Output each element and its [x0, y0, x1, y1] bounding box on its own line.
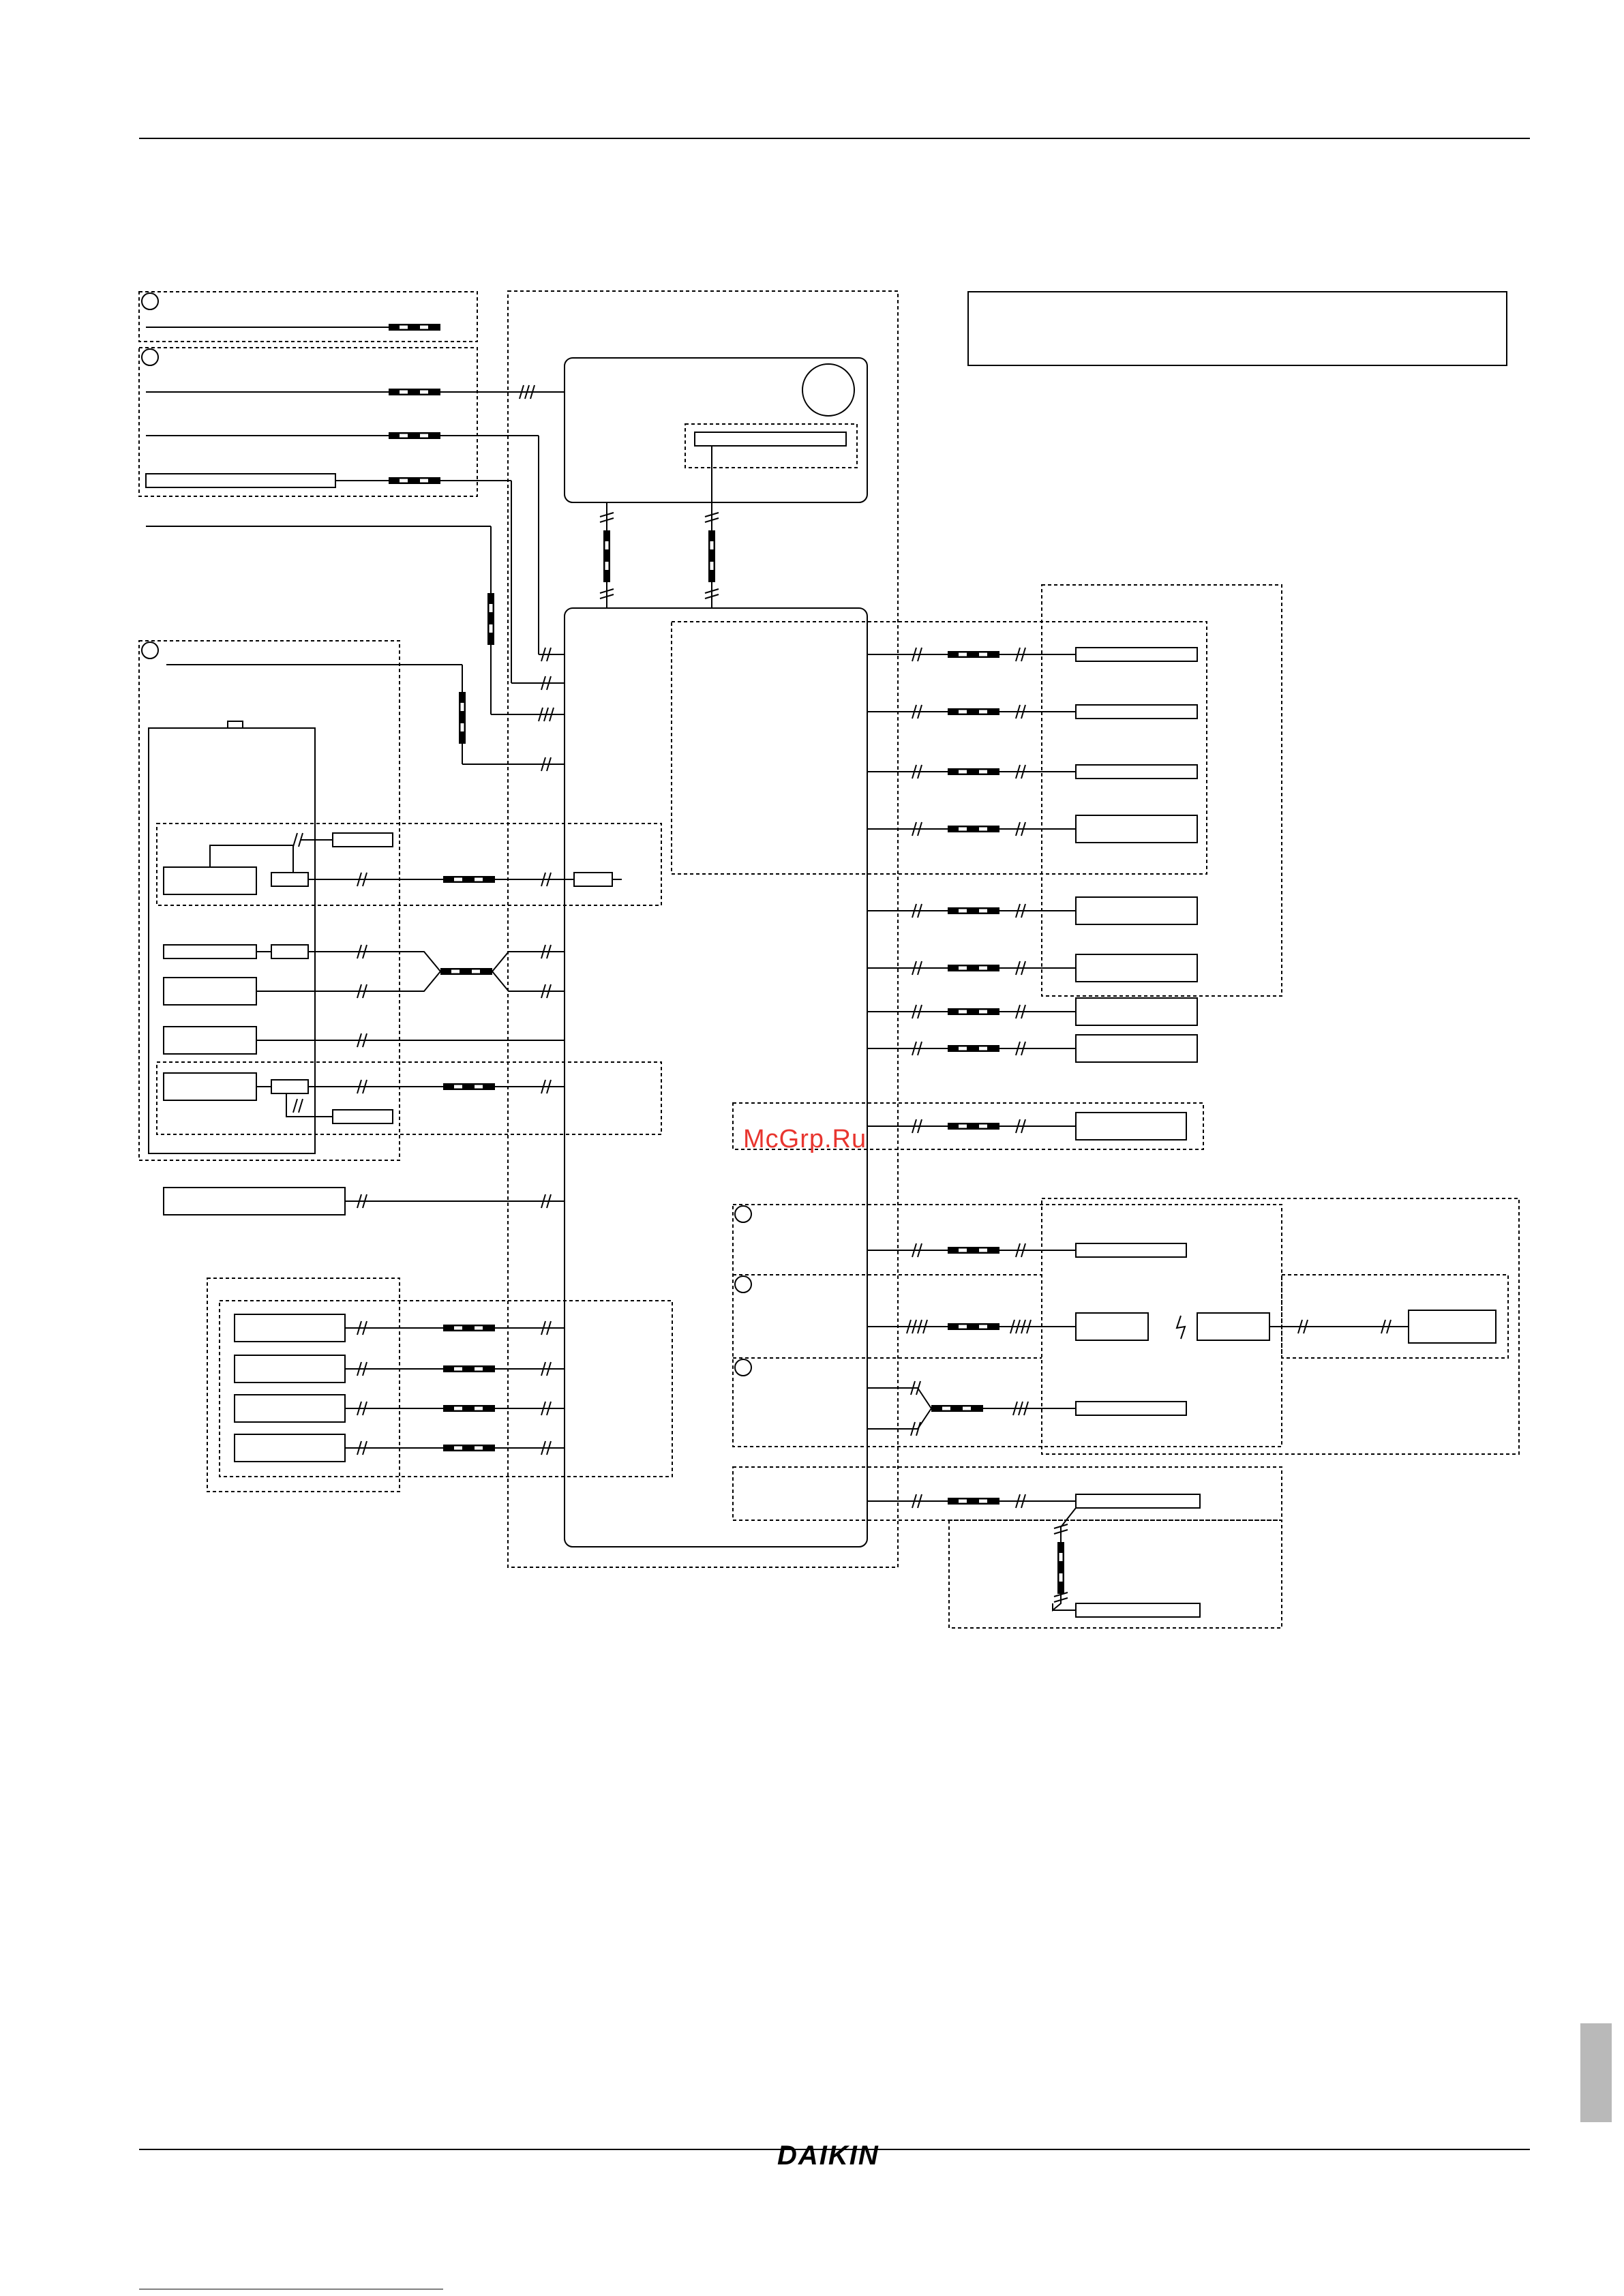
circle-symbol [802, 364, 854, 416]
option-marker-c [142, 642, 158, 659]
bottom-left-group-outer [207, 1278, 400, 1492]
hydro-pcb-group [672, 622, 1207, 874]
main-pcb-box [565, 608, 867, 1547]
daikin-logo: DAIKIN [777, 2141, 879, 2171]
indoor-unit-boundary [508, 291, 898, 1567]
option-marker-e3 [735, 1359, 751, 1376]
device-b1 [164, 945, 256, 958]
output-7 [1076, 998, 1197, 1025]
outdoor-unit-box [149, 728, 315, 1153]
option-group-e [733, 1205, 1282, 1447]
device-e1 [164, 1188, 345, 1215]
output-12 [1197, 1313, 1269, 1340]
option-group-a [139, 292, 477, 342]
option-group-i [949, 1520, 1282, 1628]
option-marker-b [142, 349, 158, 365]
device-a1 [164, 867, 256, 894]
device-f4 [235, 1434, 345, 1462]
watermark: McGrp.Ru [743, 1125, 867, 1153]
device-a3 [333, 833, 393, 847]
device-c1 [164, 1027, 256, 1054]
output-11 [1076, 1313, 1148, 1340]
device-f1 [235, 1314, 345, 1342]
device-b2 [271, 945, 308, 958]
option-group-g [1282, 1275, 1508, 1358]
output-8 [1076, 1035, 1197, 1062]
output-6 [1076, 954, 1197, 982]
output-5 [1076, 897, 1197, 924]
user-interface-box [565, 358, 867, 502]
output-9 [1076, 1113, 1186, 1140]
wireless-icon [1177, 1316, 1185, 1339]
device-d1 [164, 1073, 256, 1100]
device-d2 [271, 1080, 308, 1093]
output-13 [1409, 1310, 1496, 1343]
connector-set [389, 324, 1064, 1594]
output-2 [1076, 705, 1197, 719]
option-marker-e1 [735, 1206, 751, 1222]
device-d3 [333, 1110, 393, 1123]
output-3 [1076, 765, 1197, 779]
device-f3 [235, 1395, 345, 1422]
device-b3 [164, 978, 256, 1005]
device-f2 [235, 1355, 345, 1383]
section-tab [1580, 2023, 1612, 2122]
outputs-group [1042, 585, 1282, 996]
option-terminal-b [146, 474, 335, 487]
output-1 [1076, 648, 1197, 661]
wire-count-marks [293, 385, 1391, 1602]
device-a4 [574, 873, 612, 886]
output-14 [1076, 1402, 1186, 1415]
interface-terminal [695, 432, 846, 446]
outdoor-unit-tab [228, 721, 243, 728]
option-marker-e2 [735, 1276, 751, 1293]
output-15 [1076, 1494, 1200, 1508]
output-16 [1076, 1603, 1200, 1617]
option-marker-a [142, 293, 158, 309]
output-4 [1076, 815, 1197, 843]
heater-group-a [157, 824, 661, 905]
note-box [968, 292, 1507, 365]
device-a2 [271, 873, 308, 886]
output-10 [1076, 1243, 1186, 1257]
